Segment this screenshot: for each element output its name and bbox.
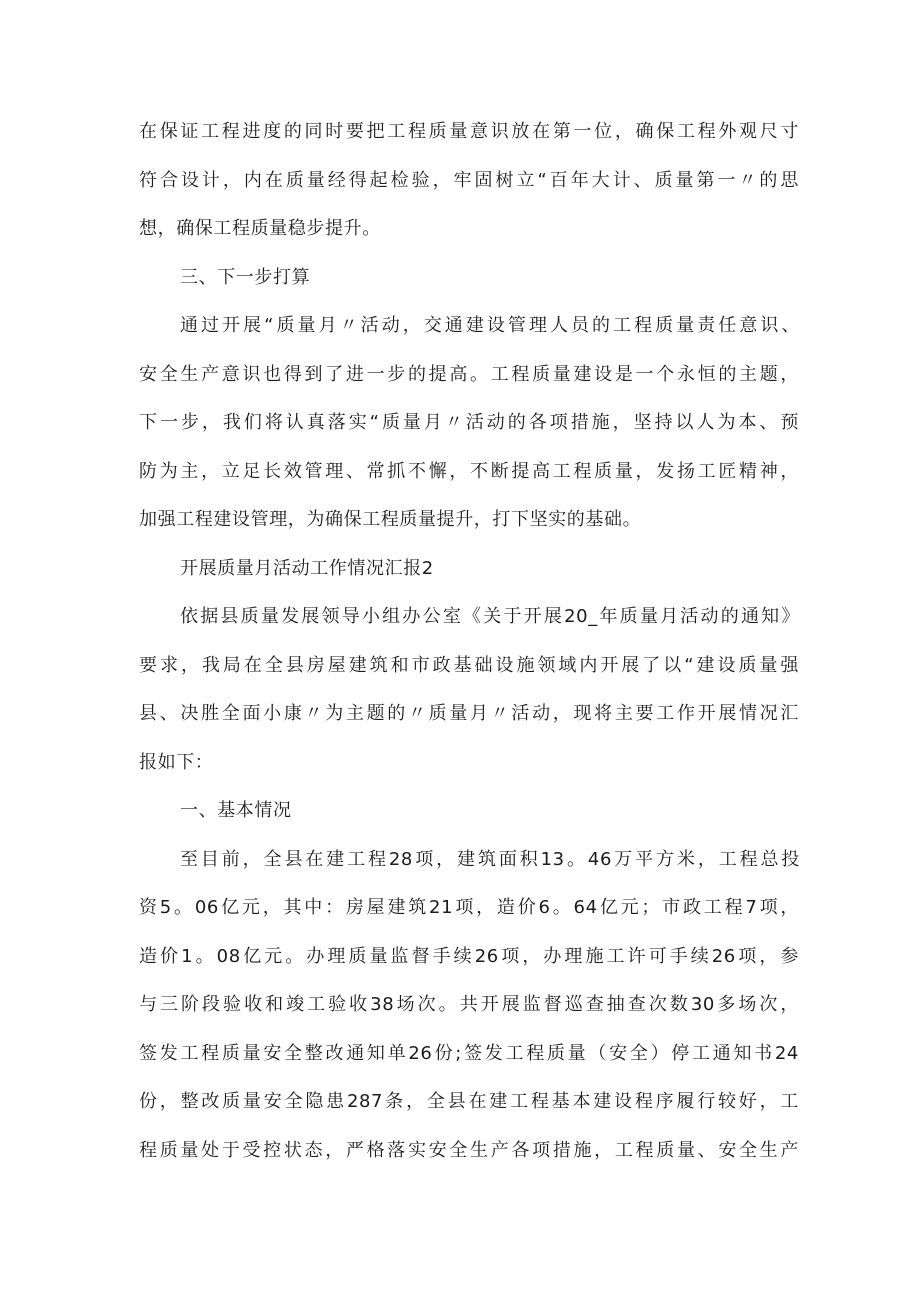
paragraph-line: 想，确保工程质量稳步提升。 (139, 218, 381, 239)
paragraph-line: 在保证工程进度的同时要把工程质量意识放在第一位，确保工程外观尺寸 (139, 121, 799, 142)
paragraph-line: 至目前，全县在建工程28项，建筑面积13。46万平方米，工程总投 (180, 849, 800, 870)
paragraph-line: 安全生产意识也得到了进一步的提高。工程质量建设是一个永恒的主题， (139, 364, 799, 385)
paragraph-line: 报如下： (139, 752, 214, 773)
paragraph-line: 要求，我局在全县房屋建筑和市政基础设施领域内开展了以“建设质量强 (139, 655, 799, 676)
paragraph-line: 县、决胜全面小康〃为主题的〃质量月〃活动，现将主要工作开展情况汇 (139, 703, 799, 724)
paragraph-line: 资5。06亿元，其中：房屋建筑21项，造价6。64亿元；市政工程7项， (139, 897, 799, 918)
paragraph-line: 签发工程质量安全整改通知单26份;签发工程质量（安全）停工通知书24 (139, 1043, 799, 1064)
paragraph-line: 下一步，我们将认真落实“质量月〃活动的各项措施，坚持以人为本、预 (139, 412, 799, 433)
report-title: 开展质量月活动工作情况汇报2 (180, 558, 434, 579)
paragraph-line: 符合设计，内在质量经得起检验，牢固树立“百年大计、质量第一〃的思 (139, 170, 799, 191)
section-heading: 一、基本情况 (180, 800, 292, 821)
section-heading: 三、下一步打算 (180, 267, 311, 288)
paragraph-line: 程质量处于受控状态，严格落实安全生产各项措施，工程质量、安全生产 (139, 1140, 799, 1161)
paragraph-line: 加强工程建设管理，为确保工程质量提升，打下坚实的基础。 (139, 509, 642, 530)
paragraph-line: 依据县质量发展领导小组办公室《关于开展20_年质量月活动的通知》 (180, 606, 800, 627)
paragraph-line: 份，整改质量安全隐患287条，全县在建工程基本建设程序履行较好，工 (139, 1091, 799, 1112)
paragraph-line: 与三阶段验收和竣工验收38场次。共开展监督巡查抽查次数30多场次， (139, 994, 799, 1015)
paragraph-line: 通过开展“质量月〃活动，交通建设管理人员的工程质量责任意识、 (180, 315, 800, 336)
paragraph-line: 防为主，立足长效管理、常抓不懈，不断提高工程质量，发扬工匠精神， (139, 461, 799, 482)
paragraph-line: 造价1。08亿元。办理质量监督手续26项，办理施工许可手续26项，参 (139, 946, 799, 967)
